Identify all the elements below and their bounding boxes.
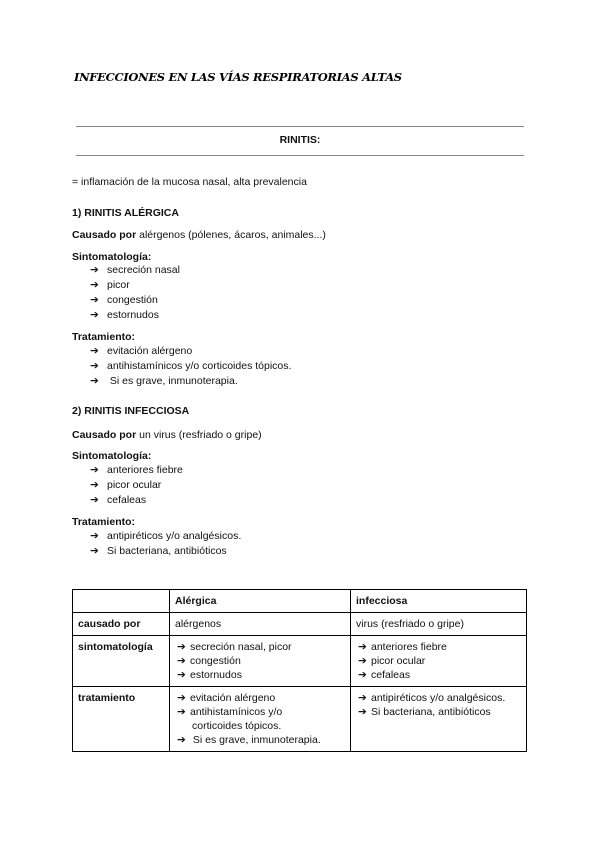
list-item: ➔ antihistamínicos y/o corticoides tópicos. xyxy=(90,360,292,372)
table-row xyxy=(73,613,527,636)
section-rule-bottom xyxy=(76,155,524,156)
list-item: ➔ Si es grave, inmunoterapia. xyxy=(177,734,321,746)
allergic-symptoms-label: Sintomatología: xyxy=(72,251,152,263)
list-item: ➔ anteriores fiebre xyxy=(90,464,183,476)
arrow-icon: ➔ xyxy=(90,545,99,557)
arrow-icon: ➔ xyxy=(90,279,99,291)
list-item: corticoides tópicos. xyxy=(192,720,282,732)
definition-text: = inflamación de la mucosa nasal, alta prevalencia xyxy=(72,176,307,188)
list-item: ➔ cefaleas xyxy=(358,669,411,681)
list-item: ➔ Si bacteriana, antibióticos xyxy=(90,545,227,557)
table-header-row xyxy=(73,590,527,613)
arrow-icon: ➔ xyxy=(358,655,367,667)
list-item: ➔ picor ocular xyxy=(358,655,426,667)
table-cell xyxy=(351,687,527,752)
arrow-icon: ➔ xyxy=(177,655,186,667)
arrow-icon: ➔ xyxy=(90,494,99,506)
arrow-icon: ➔ xyxy=(177,641,186,653)
arrow-icon: ➔ xyxy=(358,706,367,718)
list-item: ➔ antipiréticos y/o analgésicos. xyxy=(90,530,242,542)
table-cell xyxy=(170,687,351,752)
arrow-icon: ➔ xyxy=(90,464,99,476)
list-item: ➔ estornudos xyxy=(90,309,159,321)
list-item: ➔ Si bacteriana, antibióticos xyxy=(358,706,491,718)
arrow-icon: ➔ xyxy=(177,669,186,681)
section-rule-top xyxy=(76,126,524,127)
arrow-icon: ➔ xyxy=(358,692,367,704)
list-item: ➔ anteriores fiebre xyxy=(358,641,447,653)
list-item: ➔ Si es grave, inmunoterapia. xyxy=(90,375,238,387)
row-label: causado por xyxy=(73,613,170,636)
arrow-icon: ➔ xyxy=(90,360,99,372)
allergic-heading: 1) RINITIS ALÉRGICA xyxy=(72,207,179,219)
list-item: ➔ congestión xyxy=(177,655,241,667)
table-cell xyxy=(351,636,527,687)
arrow-icon: ➔ xyxy=(90,309,99,321)
section-heading-rinitis: RINITIS: xyxy=(279,134,321,146)
row-label: tratamiento xyxy=(73,687,170,752)
infectious-cause-text: un virus (resfriado o gripe) xyxy=(136,429,262,441)
allergic-cause-label: Causado por xyxy=(72,229,137,241)
infectious-symptoms-label: Sintomatología: xyxy=(72,450,152,462)
arrow-icon: ➔ xyxy=(358,641,367,653)
arrow-icon: ➔ xyxy=(90,479,99,491)
arrow-icon: ➔ xyxy=(90,345,99,357)
arrow-icon: ➔ xyxy=(177,706,186,718)
list-item: ➔ secreción nasal, picor xyxy=(177,641,292,653)
table-row xyxy=(73,636,527,687)
table-cell: alérgenos xyxy=(170,613,351,636)
allergic-treatment-label: Tratamiento: xyxy=(72,331,136,343)
cell-list xyxy=(356,640,521,682)
arrow-icon: ➔ xyxy=(90,294,99,306)
list-item: ➔ picor ocular xyxy=(90,479,162,491)
table-cell xyxy=(170,636,351,687)
list-item: ➔ picor xyxy=(90,279,130,291)
allergic-treatment-list xyxy=(90,344,291,389)
infectious-treatment-list xyxy=(90,529,241,559)
arrow-icon: ➔ xyxy=(90,530,99,542)
list-item: ➔ congestión xyxy=(90,294,158,306)
arrow-icon: ➔ xyxy=(177,692,186,704)
allergic-cause-text: alérgenos (pólenes, ácaros, animales...) xyxy=(136,229,326,241)
list-item: ➔ cefaleas xyxy=(90,494,147,506)
arrow-icon: ➔ xyxy=(177,734,186,746)
infectious-cause xyxy=(72,429,262,441)
list-item: ➔ antipiréticos y/o analgésicos. xyxy=(358,692,506,704)
list-item: ➔ antihistamínicos y/o xyxy=(177,706,283,718)
infectious-symptoms-list xyxy=(90,463,183,508)
row-label: sintomatología xyxy=(73,636,170,687)
list-item: ➔ evitación alérgeno xyxy=(177,692,276,704)
cell-list xyxy=(356,691,521,719)
infectious-heading: 2) RINITIS INFECCIOSA xyxy=(72,405,190,417)
infectious-cause-label: Causado por xyxy=(72,429,137,441)
table-header-cell: Alérgica xyxy=(170,590,351,613)
document-title: INFECCIONES EN LAS VÍAS RESPIRATORIAS ALTAS xyxy=(74,70,402,84)
table-cell: virus (resfriado o gripe) xyxy=(351,613,527,636)
allergic-cause xyxy=(72,229,326,241)
table-header-cell: infecciosa xyxy=(351,590,527,613)
comparison-table xyxy=(72,589,527,752)
allergic-symptoms-list xyxy=(90,263,180,323)
list-item: ➔ estornudos xyxy=(177,669,242,681)
table-header-cell xyxy=(73,590,170,613)
arrow-icon: ➔ xyxy=(90,375,99,387)
infectious-treatment-label: Tratamiento: xyxy=(72,516,136,528)
list-item: ➔ secreción nasal xyxy=(90,264,180,276)
cell-list xyxy=(175,640,345,682)
list-item: ➔ evitación alérgeno xyxy=(90,345,193,357)
table-row xyxy=(73,687,527,752)
cell-list xyxy=(175,691,345,747)
arrow-icon: ➔ xyxy=(90,264,99,276)
arrow-icon: ➔ xyxy=(358,669,367,681)
